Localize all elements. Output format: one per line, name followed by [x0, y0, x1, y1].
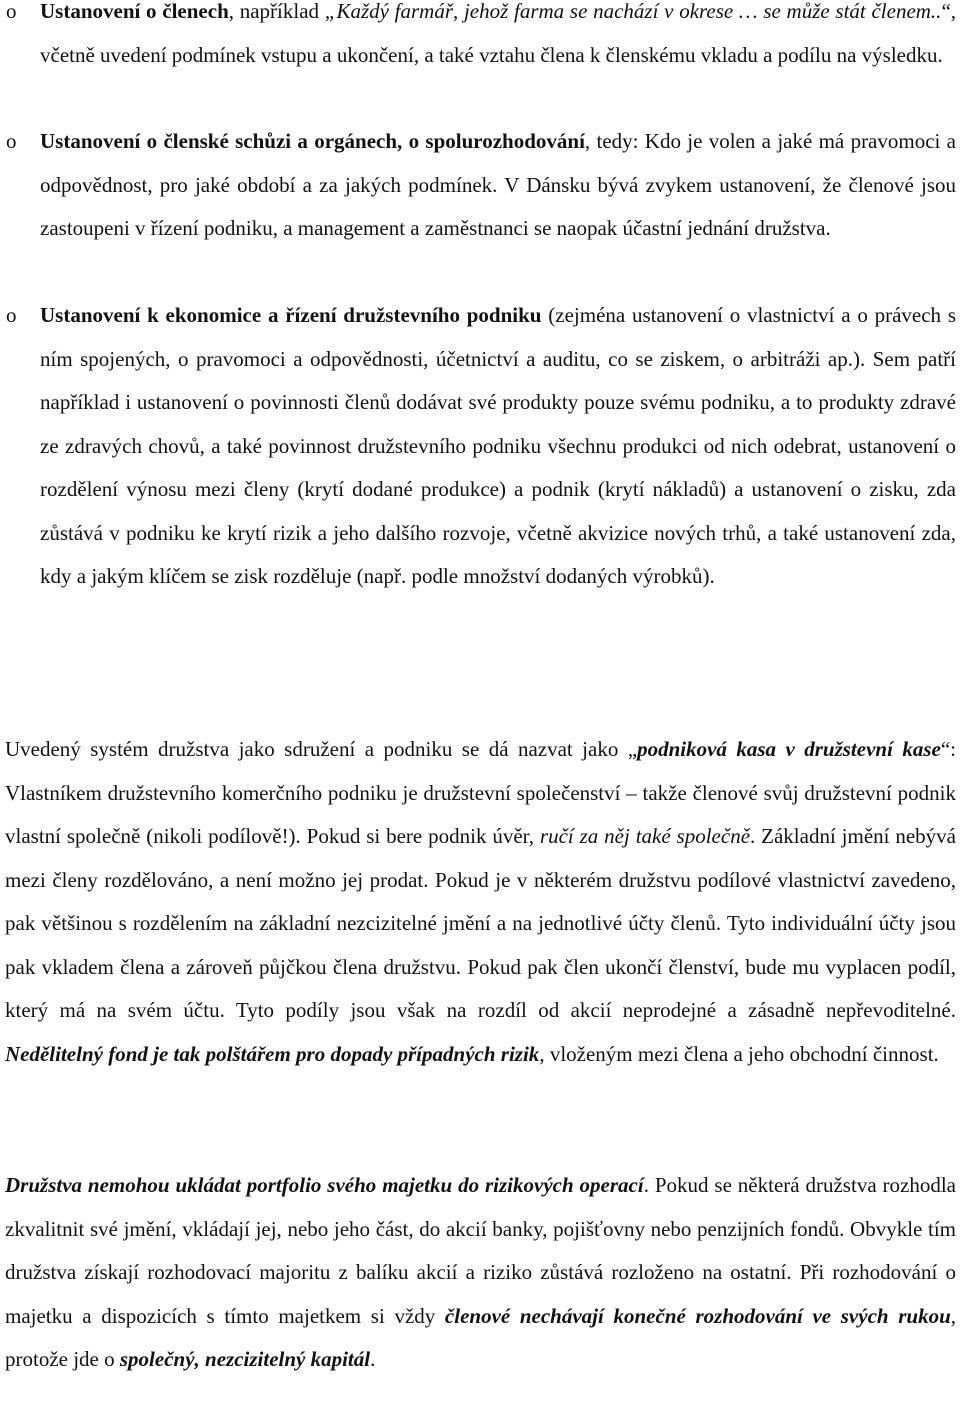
paragraph-text: . — [370, 1347, 376, 1371]
list-item-text — [40, 120, 956, 251]
bullet-marker: o — [6, 0, 17, 23]
bullet-marker: o — [6, 129, 17, 153]
item-text: (zejména ustanovení o vlastnictví a o právech s ním spojených, o pravomoci a odpovědnosti, účetnictví a auditu, co se ziskem, o arbitráži ap.). Sem patří například i ustanovení o povinnosti členů dodávat své produkty pouze svému podniku, a to produkty zdravé ze zdravých chovů, a také povinnost družstevního podniku všechnu produkci od nich odebrat, ustanovení o rozdělení výnosu mezi členy (krytí dodané produkce) a podnik (krytí nákladů) a ustanovení o zisku, zda zůstává v podniku ke krytí rizik a jeho dalšího rozvoje, včetně akvizice nových trhů, a také ustanovení zda, kdy a jakým klíčem se zisk rozděluje (např. podle množství dodaných výrobků). — [40, 303, 956, 588]
paragraph-text: , protože jde o — [5, 1303, 957, 1371]
paragraph-text: “: Vlastníkem družstevního komerčního podniku je družstevní společenství – takže členové svůj družstevní podnik vlastní společně (nikoli podílově!). Pokud si bere podnik úvěr, — [5, 737, 956, 848]
paragraph-text: Uvedený systém družstva jako sdružení a podniku se dá nazvat jako „ — [5, 737, 638, 761]
emphasis-text: podniková kasa v družstevní kase — [637, 737, 941, 761]
paragraph-portfolio — [5, 1164, 956, 1382]
item-quote: „Každý farmář, jehož farma se nachází v okrese … se může stát členem.. — [324, 0, 942, 23]
item-lead: Ustanovení o členské schůzi a orgánech, o spolurozhodování — [40, 129, 585, 153]
paragraph-cooperative-system — [5, 728, 956, 1076]
item-lead: Ustanovení o členech — [40, 0, 229, 23]
list-item-text — [40, 0, 956, 77]
paragraph-text: . Základní jmění nebývá mezi členy rozdělováno, a není možno jej prodat. Pokud je v některém družstvu podílové vlastnictví zavedeno, pak většinou s rozdělením na základní nezcizitelné jmění a na jednotlivé účty členů. Tyto individuální účty jsou pak vkladem člena a zároveň půjčkou člena družstvu. Pokud pak člen ukončí členství, bude mu vyplacen podíl, který má na svém účtu. Tyto podíly jsou však na rozdíl od akcií neprodejné a zásadně nepřevoditelné. — [5, 824, 956, 1022]
emphasis-text: společný, nezcizitelný kapitál — [119, 1347, 371, 1371]
emphasis-text: členové nechávají konečné rozhodování ve svých rukou — [444, 1303, 951, 1328]
item-text: “, včetně uvedení podmínek vstupu a ukončení, a také vztahu člena k členskému vkladu a podílu na výsledku. — [40, 0, 957, 67]
item-text: , tedy: Kdo je volen a jaké má pravomoci a odpovědnost, pro jaké období a za jakých podmínek. V Dánsku bývá zvykem ustanovení, že členové jsou zastoupeni v řízení podniku, a management a zaměstnanci se naopak účastní jednání družstva. — [40, 129, 957, 240]
list-item-text — [40, 294, 956, 599]
italic-text: ručí za něj také společně — [539, 824, 751, 848]
emphasis-text: Družstva nemohou ukládat portfolio svého majetku do rizikových operací — [5, 1173, 644, 1197]
bullet-marker: o — [6, 303, 17, 327]
paragraph-text: . Pokud se některá družstva rozhodla zkvalitnit své jmění, vkládají jej, nebo jeho část, do akcií banky, pojišťovny nebo penzijních fondů. Obvykle tím družstva získají rozhodovací majoritu z balíku akcií a riziko zůstává rozloženo na ostatní. Při rozhodování o majetku a dispozicích s tímto majetkem si vždy — [5, 1173, 957, 1328]
emphasis-text: Nedělitelný fond je tak polštářem pro dopady případných rizik — [5, 1041, 540, 1066]
item-lead: Ustanovení k ekonomice a řízení družstevního podniku — [40, 303, 542, 327]
paragraph-text: , vloženým mezi člena a jeho obchodní činnost. — [539, 1041, 939, 1066]
item-text: , například — [228, 0, 325, 23]
